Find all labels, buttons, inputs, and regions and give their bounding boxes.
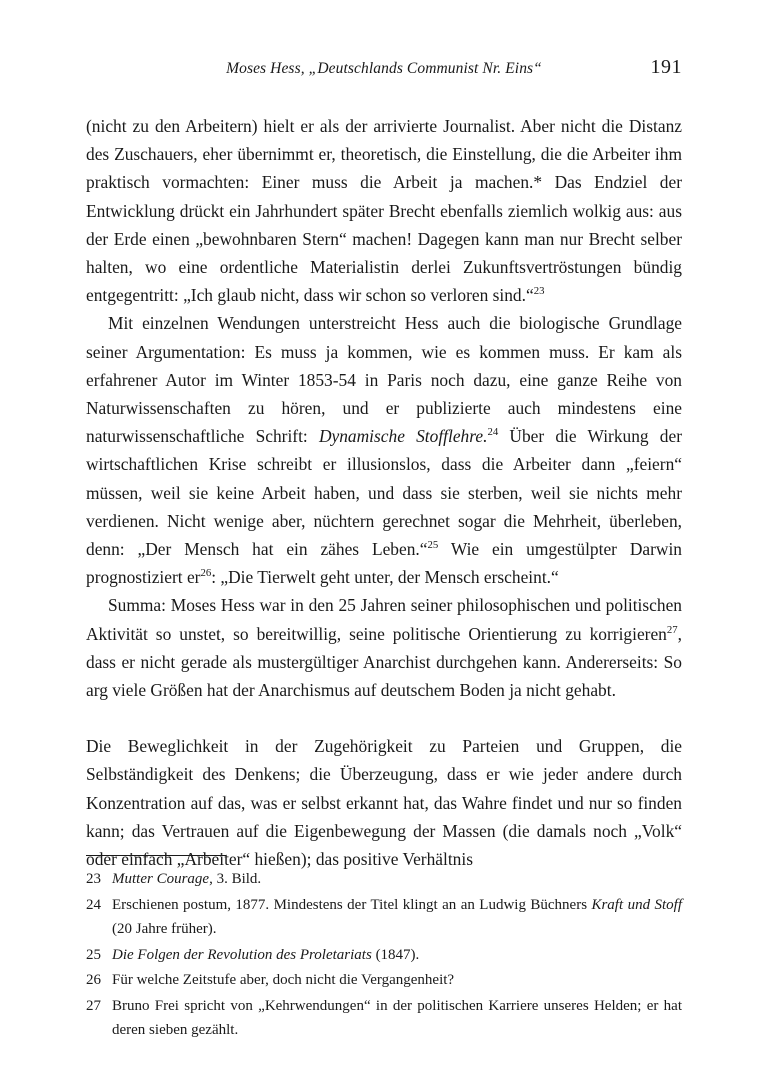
- footnotes-section: [86, 855, 682, 1044]
- footnote-text: Bruno Frei spricht von „Kehrwendungen“ in der politischen Karriere unseres Helden; er hat deren sieben gezählt.: [112, 997, 682, 1038]
- footnote-separator-rule: [86, 855, 226, 856]
- body-text: [86, 112, 682, 873]
- footnote-list: [86, 867, 682, 1043]
- footnote-number: 23: [86, 871, 101, 887]
- footnote-text: Die Folgen der Revolution des Proletariats (1847).: [112, 946, 420, 963]
- footnote-marker: 24: [487, 426, 499, 439]
- footnote-text: Erschienen postum, 1877. Mindestens der Titel klingt an an Ludwig Büchners Kraft und Stoff (20 Jahre früher).: [112, 896, 682, 937]
- footnote-marker: 27: [666, 623, 678, 636]
- footnote-item: [86, 943, 682, 968]
- page-content: [86, 0, 682, 1087]
- italic-title: Kraft und Stoff: [591, 896, 682, 913]
- footnote-item: [86, 893, 682, 942]
- paragraph-2: Mit einzelnen Wendungen unterstreicht Hess auch die biologische Grundlage seiner Argumentation: Es muss ja kommen, wie es kommen muss. Er kam als erfahrener Autor im Winter 1853-54 in Paris noch dazu, eine ganze Reihe von Naturwissenschaften zu hören, und er publizierte auch mindestens eine naturwissenschaftliche Schrift: Dynamische Stofflehre.$^{24}$ Über die Wirkung der wirtschaftlichen Krise schreibt er illusionslos, dass die Arbeiter dann „feiern“ müssen, weil sie keine Arbeit haben, und dass sie sterben, weil sie nichts mehr verdienen. Nicht wenige aber, nüchtern gerechnet sogar die Mehrheit, überleben, denn: „Der Mensch hat ein zähes Leben.“$^{25}$ Wie ein umgestülpter Darwin prognostiziert $er^{26}$: „Die Tierwelt geht unter, der Mensch erscheint.“: [86, 313, 683, 588]
- footnote-item: [86, 994, 682, 1043]
- footnote-item: [86, 968, 682, 993]
- footnote-text: Für welche Zeitstufe aber, doch nicht die Vergangenheit?: [112, 972, 455, 988]
- running-head: [86, 56, 682, 86]
- running-head-title: Moses Hess, „Deutschlands Communist Nr. Eins“: [226, 60, 542, 77]
- footnote-number: 25: [86, 946, 101, 963]
- footnote-number: 26: [86, 972, 101, 988]
- footnote-item: [86, 867, 682, 892]
- italic-title: Die Folgen der Revolution des Proletariats: [112, 946, 372, 963]
- footnote-text: Mutter Courage, 3. Bild.: [112, 871, 262, 887]
- footnote-marker: 26: [200, 567, 212, 580]
- paragraph-4: Die Beweglichkeit in der Zugehörigkeit zu Parteien und Gruppen, die Selbständigkeit des Denkens; die Überzeugung, dass er wie jeder andere durch Konzentration auf das, was er selbst erkannt hat, das Wahre findet und nur so finden kann; das Vertrauen auf die Eigenbewegung der Massen (die damals noch „Volk“ oder einfach „Arbeiter“ hießen); das positive Verhältnis: [86, 736, 682, 870]
- italic-title: Dynamische Stofflehre.: [318, 426, 488, 447]
- paragraph-1: (nicht zu den Arbeitern) hielt er als der arrivierte Journalist. Aber nicht die Distanz des Zuschauers, eher übernimmt er, theoretisch, die Einstellung, die die Arbeiter ihm praktisch vormachten: Einer muss die Arbeit ja machen.* Das Endziel der Entwicklung drückt ein Jahrhundert später Brecht ebenfalls ziemlich wolkig aus: aus der Erde einen „bewohnbaren Stern“ machen! Dagegen kann man nur Brecht selber halten, wo eine ordentliche Materialistin derlei Zukunftsvertröstungen bündig entgegentritt: „Ich glaub nicht, dass wir schon so verloren sind.“$^{23}$: [86, 116, 682, 306]
- footnote-number: 24: [86, 896, 101, 913]
- footnote-marker: 23: [533, 285, 545, 298]
- footnote-marker: 25: [427, 539, 439, 552]
- footnote-number: 27: [86, 997, 101, 1014]
- page-number: 191: [650, 56, 682, 78]
- italic-title: Mutter Courage: [112, 871, 210, 887]
- paragraph-3: Summa: Moses Hess war in den 25 Jahren seiner philosophischen und politischen Aktivität so unstet, so bereitwillig, seine politische Orientierung zu korrigieren$^{27}$, dass er nicht gerade als mustergültiger Anarchist durchgehen kann. Andererseits: So arg viele Größen hat der Anarchismus auf deutschem Boden ja nicht gehabt.: [86, 595, 682, 701]
